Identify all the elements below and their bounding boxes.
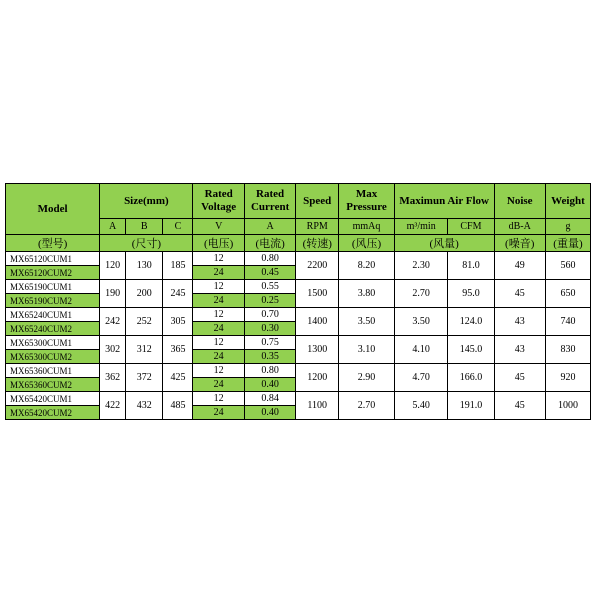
current-cell: 0.55: [244, 280, 295, 294]
noise-cell: 43: [494, 336, 545, 364]
cn-voltage: (电压): [193, 235, 244, 252]
current-cell: 0.35: [244, 350, 295, 364]
table-row: [6, 336, 591, 350]
current-cell: 0.40: [244, 406, 295, 420]
size-c-cell: 425: [163, 364, 193, 392]
model-cell: MX65300CUM2: [6, 350, 100, 364]
flow-m3-cell: 3.50: [394, 308, 448, 336]
model-cell: MX65420CUM2: [6, 406, 100, 420]
speed-cell: 2200: [296, 252, 339, 280]
current-cell: 0.40: [244, 378, 295, 392]
pressure-cell: 3.80: [339, 280, 395, 308]
voltage-cell: 24: [193, 322, 244, 336]
flow-cfm-cell: 191.0: [448, 392, 494, 420]
pressure-cell: 3.10: [339, 336, 395, 364]
current-cell: 0.25: [244, 294, 295, 308]
table-row: [6, 308, 591, 322]
unit-current: A: [244, 219, 295, 235]
table-row: [6, 364, 591, 378]
speed-cell: 1100: [296, 392, 339, 420]
spec-table-container: [5, 183, 591, 420]
speed-cell: 1400: [296, 308, 339, 336]
size-c-cell: 185: [163, 252, 193, 280]
model-cell: MX65240CUM2: [6, 322, 100, 336]
model-cell: MX65420CUM1: [6, 392, 100, 406]
current-cell: 0.80: [244, 252, 295, 266]
header-noise: Noise: [494, 184, 545, 219]
noise-cell: 43: [494, 308, 545, 336]
size-a-cell: 242: [100, 308, 126, 336]
voltage-cell: 24: [193, 294, 244, 308]
voltage-cell: 12: [193, 280, 244, 294]
unit-flow-metric: m³/min: [394, 219, 448, 235]
unit-b: B: [125, 219, 162, 235]
chinese-label-row: [6, 235, 591, 252]
noise-cell: 45: [494, 392, 545, 420]
header-max-pressure: Max Pressure: [339, 184, 395, 219]
weight-cell: 560: [545, 252, 590, 280]
flow-cfm-cell: 145.0: [448, 336, 494, 364]
size-a-cell: 190: [100, 280, 126, 308]
size-c-cell: 245: [163, 280, 193, 308]
speed-cell: 1200: [296, 364, 339, 392]
model-cell: MX65240CUM1: [6, 308, 100, 322]
header-size: Size(mm): [100, 184, 193, 219]
model-cell: MX65190CUM1: [6, 280, 100, 294]
header-speed: Speed: [296, 184, 339, 219]
model-cell: MX65120CUM1: [6, 252, 100, 266]
flow-m3-cell: 4.70: [394, 364, 448, 392]
table-row: [6, 280, 591, 294]
cn-weight: (重量): [545, 235, 590, 252]
cn-pressure: (风压): [339, 235, 395, 252]
current-cell: 0.70: [244, 308, 295, 322]
voltage-cell: 24: [193, 266, 244, 280]
weight-cell: 1000: [545, 392, 590, 420]
cn-model: (型号): [6, 235, 100, 252]
model-cell: MX65360CUM1: [6, 364, 100, 378]
header-model: Model: [6, 184, 100, 235]
size-a-cell: 362: [100, 364, 126, 392]
model-cell: MX65360CUM2: [6, 378, 100, 392]
noise-cell: 45: [494, 280, 545, 308]
header-row: [6, 184, 591, 219]
voltage-cell: 24: [193, 378, 244, 392]
pressure-cell: 2.90: [339, 364, 395, 392]
size-a-cell: 302: [100, 336, 126, 364]
model-cell: MX65300CUM1: [6, 336, 100, 350]
table-row: [6, 252, 591, 266]
unit-c: C: [163, 219, 193, 235]
voltage-cell: 12: [193, 392, 244, 406]
flow-cfm-cell: 81.0: [448, 252, 494, 280]
current-cell: 0.84: [244, 392, 295, 406]
voltage-cell: 12: [193, 252, 244, 266]
size-b-cell: 252: [125, 308, 162, 336]
voltage-cell: 24: [193, 406, 244, 420]
voltage-cell: 12: [193, 336, 244, 350]
flow-cfm-cell: 166.0: [448, 364, 494, 392]
unit-weight: g: [545, 219, 590, 235]
voltage-cell: 12: [193, 308, 244, 322]
size-c-cell: 485: [163, 392, 193, 420]
flow-m3-cell: 2.30: [394, 252, 448, 280]
speed-cell: 1300: [296, 336, 339, 364]
size-b-cell: 432: [125, 392, 162, 420]
pressure-cell: 8.20: [339, 252, 395, 280]
weight-cell: 920: [545, 364, 590, 392]
size-c-cell: 305: [163, 308, 193, 336]
model-cell: MX65190CUM2: [6, 294, 100, 308]
flow-m3-cell: 5.40: [394, 392, 448, 420]
header-weight: Weight: [545, 184, 590, 219]
cn-flow: (风量): [394, 235, 494, 252]
unit-voltage: V: [193, 219, 244, 235]
flow-cfm-cell: 95.0: [448, 280, 494, 308]
voltage-cell: 12: [193, 364, 244, 378]
cn-size: (尺寸): [100, 235, 193, 252]
speed-cell: 1500: [296, 280, 339, 308]
header-max-air-flow: Maximun Air Flow: [394, 184, 494, 219]
unit-pressure: mmAq: [339, 219, 395, 235]
pressure-cell: 3.50: [339, 308, 395, 336]
size-b-cell: 200: [125, 280, 162, 308]
unit-flow-cfm: CFM: [448, 219, 494, 235]
cn-speed: (转速): [296, 235, 339, 252]
flow-cfm-cell: 124.0: [448, 308, 494, 336]
size-b-cell: 312: [125, 336, 162, 364]
noise-cell: 45: [494, 364, 545, 392]
size-c-cell: 365: [163, 336, 193, 364]
cn-current: (电流): [244, 235, 295, 252]
fan-spec-table: [5, 183, 591, 420]
size-a-cell: 120: [100, 252, 126, 280]
voltage-cell: 24: [193, 350, 244, 364]
weight-cell: 740: [545, 308, 590, 336]
current-cell: 0.45: [244, 266, 295, 280]
weight-cell: 830: [545, 336, 590, 364]
unit-noise: dB-A: [494, 219, 545, 235]
current-cell: 0.30: [244, 322, 295, 336]
unit-speed: RPM: [296, 219, 339, 235]
pressure-cell: 2.70: [339, 392, 395, 420]
size-b-cell: 372: [125, 364, 162, 392]
cn-noise: (噪音): [494, 235, 545, 252]
current-cell: 0.80: [244, 364, 295, 378]
header-rated-current: Rated Current: [244, 184, 295, 219]
table-row: [6, 392, 591, 406]
model-cell: MX65120CUM2: [6, 266, 100, 280]
flow-m3-cell: 2.70: [394, 280, 448, 308]
size-b-cell: 130: [125, 252, 162, 280]
noise-cell: 49: [494, 252, 545, 280]
unit-a: A: [100, 219, 126, 235]
size-a-cell: 422: [100, 392, 126, 420]
header-rated-voltage: Rated Voltage: [193, 184, 244, 219]
flow-m3-cell: 4.10: [394, 336, 448, 364]
current-cell: 0.75: [244, 336, 295, 350]
weight-cell: 650: [545, 280, 590, 308]
